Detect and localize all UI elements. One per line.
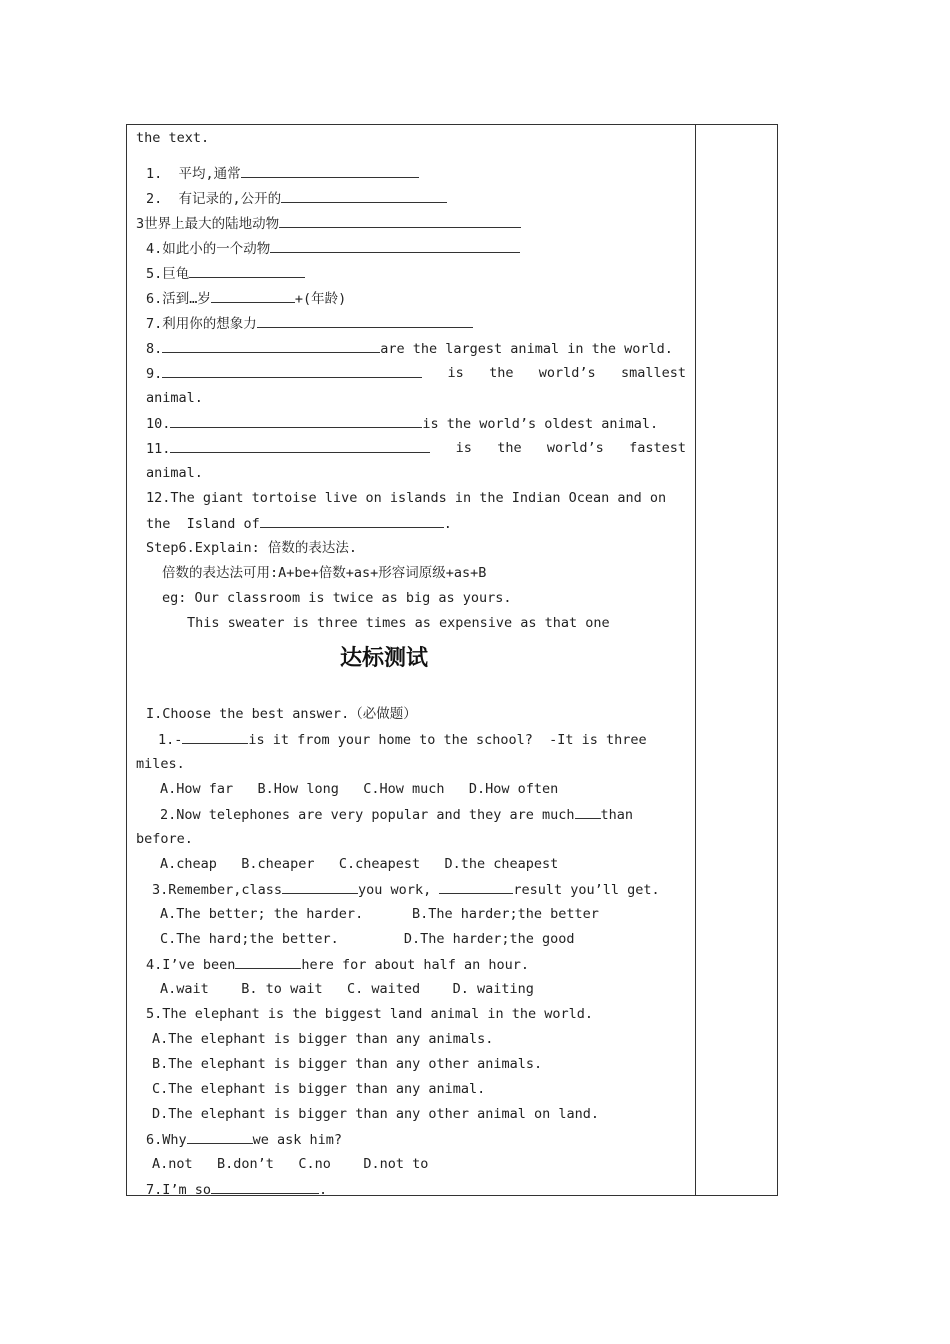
question-4-options bbox=[160, 979, 534, 999]
question-2-cont: before. bbox=[136, 831, 193, 847]
option[interactable]: A.The better; the harder. bbox=[160, 906, 364, 922]
vocab-item-5: 5.巨龟 bbox=[146, 263, 305, 284]
example-2: This sweater is three times as expensive as that one bbox=[187, 615, 610, 631]
answer-blank[interactable] bbox=[257, 313, 473, 328]
vocab-item-3: 3世界上最大的陆地动物 bbox=[136, 213, 521, 234]
answer-blank[interactable] bbox=[282, 879, 358, 894]
option[interactable]: C.no bbox=[298, 1156, 331, 1172]
intro-text: the text. bbox=[136, 130, 210, 146]
answer-blank[interactable] bbox=[182, 729, 248, 744]
answer-blank[interactable] bbox=[170, 413, 422, 428]
answer-blank[interactable] bbox=[575, 804, 601, 819]
answer-blank[interactable] bbox=[211, 1179, 319, 1194]
vocab-item-6: 6.活到…岁 +(年龄) bbox=[146, 288, 346, 309]
option[interactable]: D.not to bbox=[363, 1156, 429, 1172]
vocab-item-1: 1. 平均,通常 bbox=[146, 163, 419, 184]
answer-blank[interactable] bbox=[281, 188, 447, 203]
question-2: 2.Now telephones are very popular and they are much than bbox=[160, 804, 633, 825]
question-2-options bbox=[160, 854, 558, 874]
option[interactable]: A.cheap bbox=[160, 856, 217, 872]
sentence-12-cont: the Island of . bbox=[146, 513, 452, 534]
sentence-9: 9. is the world’s smallest bbox=[146, 365, 686, 382]
option[interactable]: C. waited bbox=[346, 981, 421, 997]
answer-blank[interactable] bbox=[162, 363, 422, 378]
option[interactable]: B.How long bbox=[257, 781, 339, 797]
question-4: 4.I’ve been here for about half an hour. bbox=[146, 954, 529, 975]
example-1: eg: Our classroom is twice as big as yours. bbox=[162, 590, 512, 606]
question-3-options-cd bbox=[160, 929, 575, 949]
sentence-8: 8. are the largest animal in the world. bbox=[146, 338, 673, 359]
answer-blank[interactable] bbox=[211, 288, 295, 303]
option[interactable]: D.the cheapest bbox=[444, 856, 559, 872]
sentence-10: 10. is the world’s oldest animal. bbox=[146, 413, 658, 434]
question-7: 7.I’m so . bbox=[146, 1179, 327, 1200]
vocab-item-4: 4.如此小的一个动物 bbox=[146, 238, 520, 259]
formula-text: 倍数的表达法可用:A+be+倍数+as+形容词原级+as+B bbox=[162, 565, 487, 581]
sentence-11-cont: animal. bbox=[146, 465, 203, 481]
answer-blank[interactable] bbox=[235, 954, 301, 969]
option[interactable]: A.The elephant is bigger than any animals. bbox=[152, 1031, 494, 1047]
answer-blank[interactable] bbox=[187, 1129, 253, 1144]
question-1-cont: miles. bbox=[136, 756, 185, 772]
question-1-options bbox=[160, 779, 558, 799]
answer-blank[interactable] bbox=[270, 238, 520, 253]
sentence-9-cont: animal. bbox=[146, 390, 203, 406]
option[interactable]: D. waiting bbox=[452, 981, 534, 997]
answer-blank[interactable] bbox=[241, 163, 419, 178]
option[interactable]: B.The harder;the better bbox=[411, 906, 599, 922]
question-6-options bbox=[152, 1154, 428, 1174]
option[interactable]: C.The hard;the better. bbox=[160, 931, 339, 947]
quiz-header: I.Choose the best answer.（必做题） bbox=[146, 706, 417, 722]
step6-heading: Step6.Explain: 倍数的表达法. bbox=[146, 540, 358, 556]
answer-blank[interactable] bbox=[162, 338, 380, 353]
option[interactable]: B.The elephant is bigger than any other animals. bbox=[152, 1056, 543, 1072]
answer-blank[interactable] bbox=[260, 513, 444, 528]
sentence-12: 12.The giant tortoise live on islands in the Indian Ocean and on bbox=[146, 490, 667, 506]
question-6: 6.Why we ask him? bbox=[146, 1129, 342, 1150]
vocab-item-7: 7.利用你的想象力 bbox=[146, 313, 473, 334]
column-divider bbox=[695, 124, 696, 1196]
answer-blank[interactable] bbox=[279, 213, 521, 228]
option[interactable]: B.cheaper bbox=[241, 856, 315, 872]
answer-blank[interactable] bbox=[189, 263, 305, 278]
option[interactable]: C.How much bbox=[363, 781, 445, 797]
option[interactable]: C.The elephant is bigger than any animal. bbox=[152, 1081, 486, 1097]
question-5: 5.The elephant is the biggest land animal in the world. bbox=[146, 1006, 594, 1022]
option[interactable]: D.The elephant is bigger than any other animal on land. bbox=[152, 1106, 600, 1122]
question-3: 3.Remember,class you work, result you’ll get. bbox=[152, 879, 660, 900]
option[interactable]: B. to wait bbox=[241, 981, 323, 997]
option[interactable]: D.How often bbox=[468, 781, 559, 797]
option[interactable]: A.wait bbox=[160, 981, 209, 997]
option[interactable]: D.The harder;the good bbox=[403, 931, 575, 947]
question-3-options-ab bbox=[160, 904, 599, 924]
answer-blank[interactable] bbox=[170, 438, 430, 453]
option[interactable]: A.not bbox=[152, 1156, 193, 1172]
section-title: 达标测试 bbox=[340, 646, 429, 671]
option[interactable]: A.How far bbox=[160, 781, 234, 797]
option[interactable]: B.don’t bbox=[217, 1156, 274, 1172]
question-1: 1.- is it from your home to the school? -It is three bbox=[158, 729, 647, 750]
option[interactable]: C.cheapest bbox=[338, 856, 421, 872]
answer-blank[interactable] bbox=[439, 879, 513, 894]
vocab-item-2: 2. 有记录的,公开的 bbox=[146, 188, 447, 209]
sentence-11: 11. is the world’s fastest bbox=[146, 440, 686, 457]
